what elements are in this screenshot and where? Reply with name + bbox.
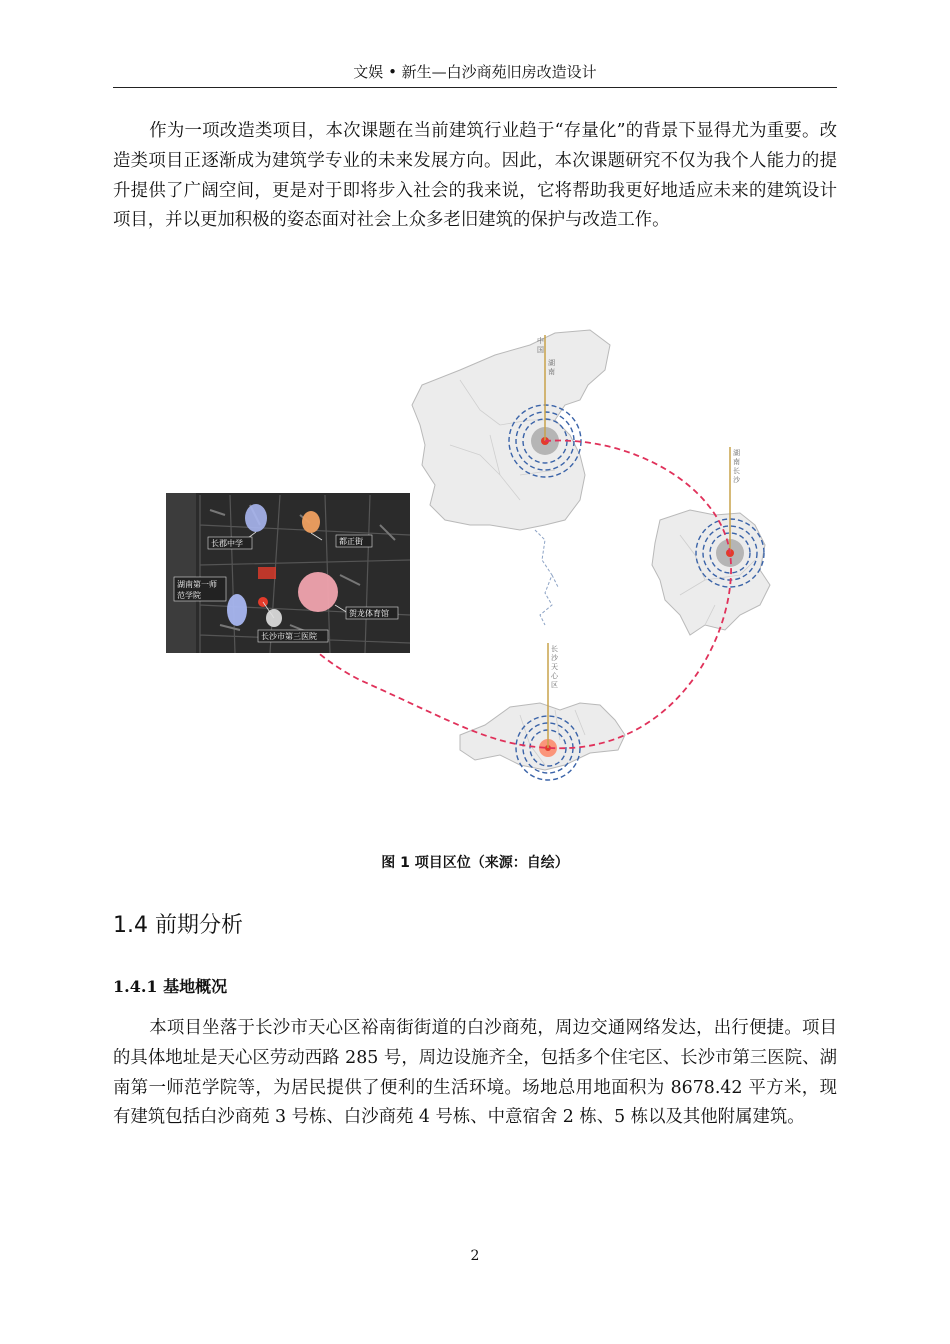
changsha-map-shape bbox=[460, 703, 625, 770]
label-street: 都正街 bbox=[339, 537, 363, 546]
label-university-2: 范学院 bbox=[177, 591, 201, 600]
changsha-label-2: 沙 bbox=[551, 654, 558, 662]
site-paragraph bbox=[113, 1014, 837, 1133]
location-figure bbox=[160, 325, 800, 845]
changsha-label-3: 天 bbox=[551, 663, 558, 671]
school-marker bbox=[245, 504, 267, 532]
hunan-label-1: 湖 bbox=[733, 449, 740, 457]
china-south-islands bbox=[535, 530, 558, 625]
china-label-1: 中 bbox=[537, 337, 544, 345]
hunan-label-4: 沙 bbox=[733, 476, 740, 484]
page-header-title: 文娱 • 新生—白沙商苑旧房改造设计 bbox=[353, 63, 597, 81]
street-marker bbox=[302, 511, 320, 533]
changsha-label-1: 长 bbox=[551, 645, 558, 653]
intro-paragraph-text: 作为一项改造类项目，本次课题在当前建筑行业趋于“存量化”的背景下显得尤为重要。改造类项目正逐渐成为建筑学专业的未来发展方向。因此，本次课题研究不仅为我个人能力的提升提供了广阔空间，更是对于即将步入社会的我来说，它将帮助我更好地适应未来的建筑设计项目，并以更加积极的姿态面对社会上众多老旧建筑的保护与改造工作。 bbox=[113, 121, 837, 231]
site-marker bbox=[258, 567, 276, 579]
header-divider bbox=[113, 87, 837, 88]
hunan-map-shape bbox=[652, 510, 770, 635]
hunan-label-2: 南 bbox=[733, 458, 740, 466]
page-number: 2 bbox=[470, 1248, 480, 1264]
label-school: 长郡中学 bbox=[211, 539, 243, 548]
china-label-4: 南 bbox=[548, 368, 555, 376]
gym-marker bbox=[298, 572, 338, 612]
subsection-heading: 1.4.1 基地概况 bbox=[113, 977, 228, 996]
section-heading: 1.4 前期分析 bbox=[113, 913, 243, 938]
satellite-image bbox=[166, 493, 410, 653]
site-paragraph-text: 本项目坐落于长沙市天心区裕南街街道的白沙商苑，周边交通网络发达，出行便捷。项目的具体地址是天心区劳动西路 285 号，周边设施齐全，包括多个住宅区、长沙市第三医院、湖南第一师范学院等，为居民提供了便利的生活环境。场地总用地面积为 8678.42 平方米，现有建筑包括白沙商苑 3 号栋、白沙商苑 4 号栋、中意宿舍 2 栋、5 栋以及其他附属建筑。 bbox=[113, 1018, 837, 1128]
changsha-label-4: 心 bbox=[551, 672, 558, 680]
intro-paragraph bbox=[113, 117, 837, 236]
changsha-label-5: 区 bbox=[551, 681, 558, 689]
label-university-1: 湖南第一师 bbox=[177, 580, 217, 589]
china-label-2: 国 bbox=[537, 346, 544, 354]
location-diagram bbox=[160, 325, 800, 845]
figure-caption: 图 1 项目区位（来源：自绘） bbox=[381, 855, 569, 871]
hunan-label-3: 长 bbox=[733, 467, 740, 475]
label-gym: 贺龙体育馆 bbox=[349, 609, 389, 618]
university-marker bbox=[227, 594, 247, 626]
china-label-3: 湖 bbox=[548, 359, 555, 367]
label-hospital: 长沙市第三医院 bbox=[261, 632, 317, 641]
